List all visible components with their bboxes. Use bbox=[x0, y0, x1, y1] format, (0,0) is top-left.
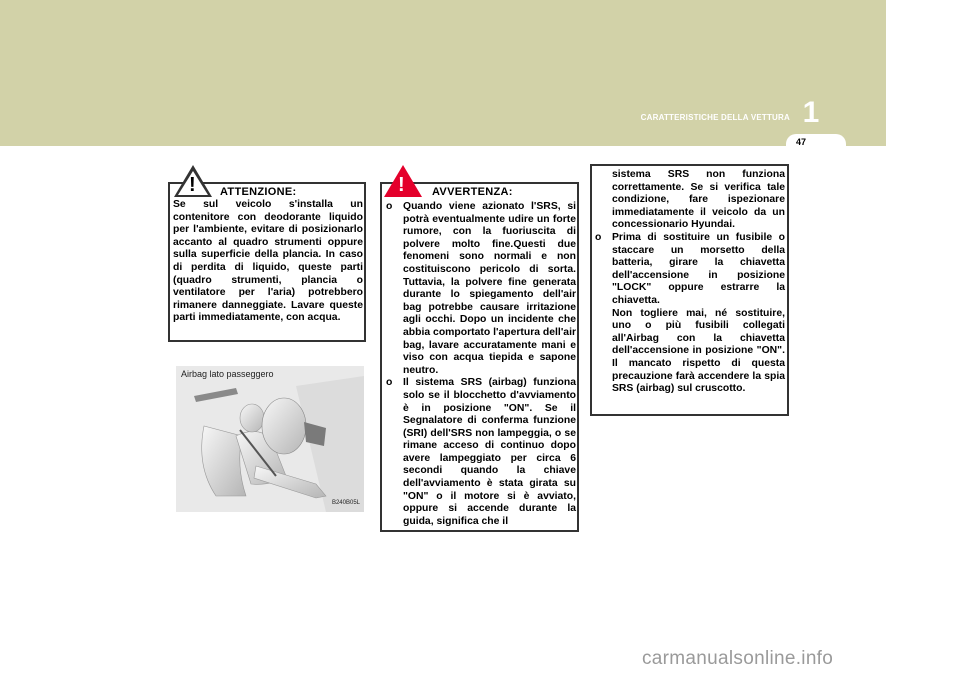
list-item bbox=[386, 377, 576, 528]
bullet: o bbox=[386, 201, 393, 212]
exclamation-icon: ! bbox=[398, 174, 405, 196]
watermark: carmanualsonline.info bbox=[642, 648, 834, 669]
list-item-text: Quando viene azionato l'SRS, si potrà eventualmente udire un forte rumore, con la fuoriuscita di polvere molto fine.Questi due fenomeni sono normali e non costituiscono pericolo di sorta. Tuttavia, la polvere fine generata durante lo spiegamento dell'air bag potrebbe causare irritazione agli occhi. Dopo un incidente che abbia comportato l'apertura dell'air bag, lavare accuratamente mani e viso con acqua tiepida e sapone neutro. bbox=[403, 201, 576, 376]
list-item-text: Non togliere mai, né sostituire, uno o più fusibili collegati all'Airbag con la chiavetta dell'accensione in posizione "ON". Il mancato rispetto di questa precauzione farà accendere la spia SRS (airbag) sul cruscotto. bbox=[612, 307, 785, 395]
figure-code: B240B05L bbox=[331, 500, 360, 506]
attenzione-title: ATTENZIONE: bbox=[220, 186, 297, 198]
continuation-list bbox=[595, 169, 785, 396]
attenzione-text: Se sul veicolo s'installa un contenitore con deodorante liquido per l'ambiente, evitare di posizionarlo accanto al quadro strumenti oppure sulla superficie della plancia. In caso di perdita di liquido, queste parti (quadro strumenti, plancia o ventilatore per l'aria) potrebbero rimanere danneggiate. Lavare queste parti immediatamente, con acqua. bbox=[173, 199, 363, 324]
list-item-text: Prima di sostituire un fusibile o staccare un morsetto della batteria, girare la chiavetta dell'accensione in posizione "LOCK" oppure estrarre la chiavetta. bbox=[612, 231, 785, 306]
list-item-text: sistema SRS non funziona correttamente. Se si verifica tale condizione, fare ispezionare immediatamente il veicolo da un concessionario Hyundai. bbox=[612, 169, 785, 231]
list-item-text: Il sistema SRS (airbag) funziona solo se il blocchetto d'avviamento è in posizione "ON". Se il Segnalatore di conferma funzione (SRI) dell'SRS non lampeggia, o se rimane acceso di continuo dopo avere lampeggiato per circa 6 secondi quando la chiave dell'avviamento è stata girata su "ON" o il motore si è avviato, oppure si accende durante la guida, significa che il bbox=[403, 377, 576, 527]
page-number: 47 bbox=[795, 137, 806, 147]
list-item bbox=[386, 201, 576, 377]
section-title: CARATTERISTICHE DELLA VETTURA bbox=[640, 113, 790, 122]
airbag-illustration bbox=[176, 366, 364, 512]
exclamation-icon: ! bbox=[189, 174, 196, 196]
figure-caption: Airbag lato passeggero bbox=[181, 369, 274, 379]
avvertenza-list bbox=[386, 201, 576, 528]
bullet: o bbox=[595, 231, 602, 243]
list-item bbox=[595, 232, 785, 396]
header-band bbox=[0, 0, 886, 146]
bullet: o bbox=[386, 377, 393, 389]
continuation-lead bbox=[595, 169, 785, 232]
chapter-number: 1 bbox=[802, 96, 820, 129]
avvertenza-title: AVVERTENZA: bbox=[432, 186, 513, 198]
airbag-figure bbox=[176, 366, 364, 512]
